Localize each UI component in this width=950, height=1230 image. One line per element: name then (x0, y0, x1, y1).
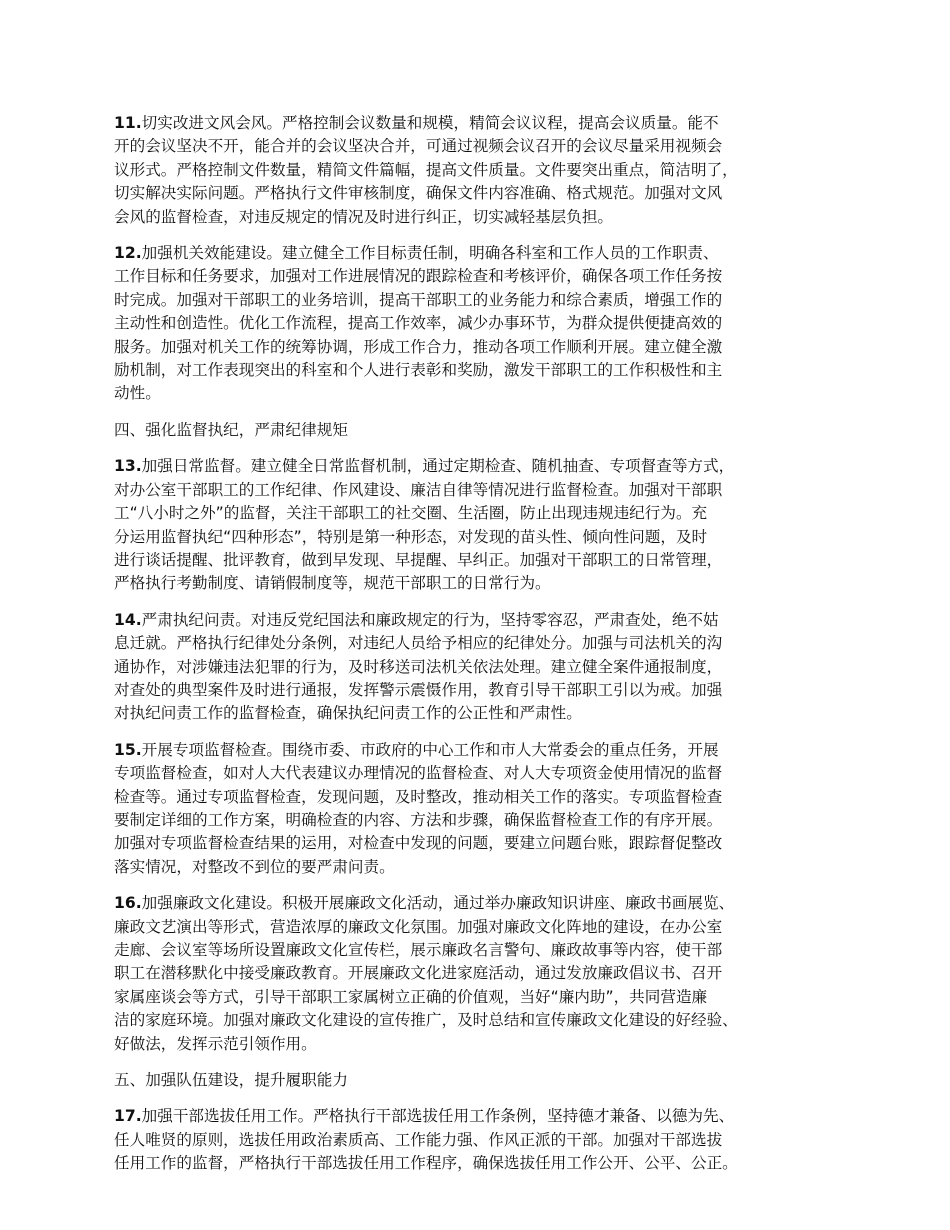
text-line: 加强日常监督。建立健全日常监督机制，通过定期检查、随机抽查、专项督查等方式， (141, 457, 735, 476)
text-line: 严格执行考勤制度、请销假制度等，规范干部职工的日常行为。 (114, 574, 551, 593)
text-line: 洁的家庭环境。加强对廉政文化建设的宣传推广，及时总结和宣传廉政文化建设的好经验、 (114, 1011, 738, 1030)
text-line: 开展专项监督检查。围绕市委、市政府的中心工作和市人大常委会的重点任务，开展 (141, 740, 719, 759)
item-number: 16. (114, 894, 142, 913)
text-line: 主动性和创造性。优化工作流程，提高工作效率，减少办事环节，为群众提供便捷高效的 (114, 314, 723, 333)
text-line: 加强对专项监督检查结果的运用，对检查中发现的问题，要建立问题台账，跟踪督促整改 (114, 834, 723, 853)
text-line: 时完成。加强对干部职工的业务培训，提高干部职工的业务能力和综合素质，增强工作的 (114, 290, 723, 309)
item-number: 13. (114, 457, 142, 476)
item-number: 17. (114, 1107, 142, 1126)
item-number: 11. (114, 114, 142, 132)
text-line: 工作目标和任务要求，加强对工作进展情况的跟踪检查和考核评价，确保各项工作任务按 (114, 267, 723, 286)
text-line: 进行谈话提醒、批评教育，做到早发现、早提醒、早纠正。加强对干部职工的日常管理， (114, 550, 723, 569)
item-number: 12. (114, 244, 142, 263)
text-line: 切实改进文风会风。严格控制会议数量和规模，精简会议议程，提高会议质量。能不 (141, 114, 719, 132)
text-line: 动性。 (114, 384, 161, 403)
text-line: 职工在潜移默化中接受廉政教育。开展廉政文化进家庭活动，通过发放廉政倡议书、召开 (114, 964, 723, 983)
text-line: 走廊、会议室等场所设置廉政文化宣传栏，展示廉政名言警句、廉政故事等内容，使干部 (114, 941, 723, 959)
text-line: 加强廉政文化建设。积极开展廉政文化活动，通过举办廉政知识讲座、廉政书画展览、 (141, 894, 735, 913)
text-line: 工“八小时之外”的监督，关注干部职工的社交圈、生活圈，防止出现违规违纪行为。充 (114, 504, 708, 523)
text-line: 通协作，对涉嫌违法犯罪的行为，及时移送司法机关依法处理。建立健全案件通报制度， (114, 657, 723, 676)
text-line: 专项监督检查，如对人大代表建议办理情况的监督检查、对人大专项资金使用情况的监督 (114, 764, 723, 783)
text-line: 服务。加强对机关工作的统筹协调，形成工作合力，推动各项工作顺利开展。建立健全激 (114, 337, 723, 356)
paragraph-12 (114, 242, 854, 406)
text-line: 议形式。严格控制文件数量，精简文件篇幅，提高文件质量。文件要突出重点，简洁明了， (114, 160, 738, 179)
paragraph-13 (114, 455, 854, 595)
text-line: 分运用监督执纪“四种形态”，特别是第一种形态，对发现的苗头性、倾向性问题，及时 (114, 527, 708, 546)
text-line: 加强干部选拔任用工作。严格执行干部选拔任用工作条例，坚持德才兼备、以德为先、 (141, 1107, 735, 1126)
text-line: 家属座谈会等方式，引导干部职工家属树立正确的价值观，当好“廉内助”，共同营造廉 (114, 987, 708, 1006)
text-line: 加强机关效能建设。建立健全工作目标责任制，明确各科室和工作人员的工作职责、 (141, 244, 719, 263)
text-line: 励机制，对工作表现突出的科室和个人进行表彰和奖励，激发干部职工的工作积极性和主 (114, 361, 723, 380)
text-line: 开的会议坚决不开，能合并的会议坚决合并，可通过视频会议召开的会议尽量采用视频会 (114, 137, 723, 156)
document-body (114, 112, 854, 1176)
paragraph-15 (114, 739, 854, 879)
item-number: 14. (114, 610, 142, 629)
text-line: 廉政文艺演出等形式，营造浓厚的廉政文化氛围。加强对廉政文化阵地的建设，在办公室 (114, 917, 723, 936)
section-heading-4: 四、强化监督执纪，严肃纪律规矩 (114, 420, 348, 439)
text-line: 严肃执纪问责。对违反党纪国法和廉政规定的行为，坚持零容忍，严肃查处，绝不姑 (141, 610, 719, 629)
paragraph-14 (114, 609, 854, 726)
text-line: 任人唯贤的原则，选拔任用政治素质高、工作能力强、作风正派的干部。加强对干部选拔 (114, 1130, 723, 1149)
text-line: 对执纪问责工作的监督检查，确保执纪问责工作的公正性和严肃性。 (114, 704, 582, 723)
paragraph-16 (114, 892, 854, 1056)
text-line: 对查处的典型案件及时进行通报，发挥警示震慑作用，教育引导干部职工引以为戒。加强 (114, 680, 723, 699)
text-line: 检查等。通过专项监督检查，发现问题，及时整改，推动相关工作的落实。专项监督检查 (114, 787, 723, 806)
text-line: 要制定详细的工作方案，明确检查的内容、方法和步骤，确保监督检查工作的有序开展。 (114, 810, 723, 829)
text-line: 切实解决实际问题。严格执行文件审核制度，确保文件内容准确、格式规范。加强对文风 (114, 184, 723, 203)
paragraph-17 (114, 1105, 854, 1175)
section-heading-5: 五、加强队伍建设，提升履职能力 (114, 1071, 348, 1090)
text-line: 落实情况，对整改不到位的要严肃问责。 (114, 857, 395, 876)
text-line: 对办公室干部职工的工作纪律、作风建设、廉洁自律等情况进行监督检查。加强对干部职 (114, 480, 723, 499)
text-line: 任用工作的监督，严格执行干部选拔任用工作程序，确保选拔任用工作公开、公平、公正。 (114, 1154, 738, 1173)
paragraph-11 (114, 112, 854, 229)
text-line: 会风的监督检查，对违反规定的情况及时进行纠正，切实减轻基层负担。 (114, 207, 614, 226)
item-number: 15. (114, 740, 142, 759)
text-line: 好做法，发挥示范引领作用。 (114, 1034, 317, 1053)
text-line: 息迁就。严格执行纪律处分条例，对违纪人员给予相应的纪律处分。加强与司法机关的沟 (114, 634, 723, 653)
